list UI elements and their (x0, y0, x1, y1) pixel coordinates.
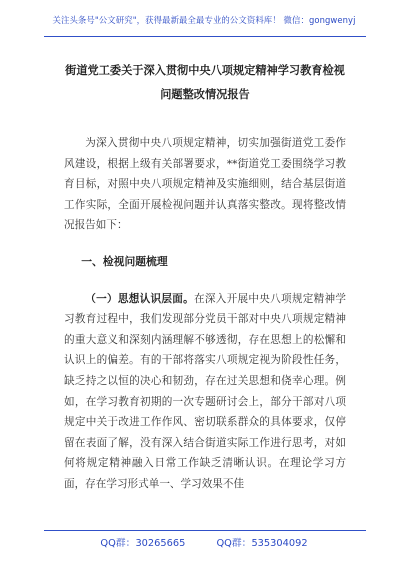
qq-group-2: QQ群：535304092 (216, 538, 308, 549)
document-title (58, 58, 352, 106)
footer (0, 535, 408, 549)
subsection-heading: （一）思想认识层面。 (85, 292, 194, 305)
footer-divider (44, 530, 366, 531)
title-line-2: 问题整改情况报告 (160, 87, 250, 101)
header-banner: 关注头条号"公文研究"，获得最新最全最专业的公文资料库！ 微信：gongwenyj (52, 15, 356, 25)
header-divider (44, 36, 366, 37)
title-line-1: 街道党工委关于深入贯彻中央八项规定精神学习教育检视 (65, 63, 345, 77)
section-heading: 一、检视问题梳理 (81, 254, 168, 268)
intro-paragraph: 为深入贯彻中央八项规定精神，切实加强街道党工委作风建设，根据上级有关部署要求，**街道党工委围绕学习教育目标，对照中央八项规定精神及实施细则，结合基层街道工作实际，全面开展检视问题并认真落实整改。现将整改情况报告如下： (64, 137, 346, 232)
document-body (64, 133, 346, 495)
subsection-paragraph (64, 289, 346, 495)
qq-group-1: QQ群：30265665 (100, 538, 186, 549)
subsection-text: 在深入开展中央八项规定精神学习教育过程中，我们发现部分党员干部对中央八项规定精神的重大意义和深刻内涵理解不够透彻，存在思想上的松懈和认识上的偏差。有的干部将落实八项规定视为阶段性任务，缺乏持之以恒的决心和韧劲，存在过关思想和侥幸心理。例如，在学习教育初期的一次专题研讨会上，部分干部对八项规定中关于改进工作作风、密切联系群众的具体要求，仅停留在表面了解，没有深入结合街道实际工作进行思考，对如何将规定精神融入日常工作缺乏清晰认识。在理论学习方面，存在学习形式单一、学习效果不佳 (64, 292, 347, 490)
